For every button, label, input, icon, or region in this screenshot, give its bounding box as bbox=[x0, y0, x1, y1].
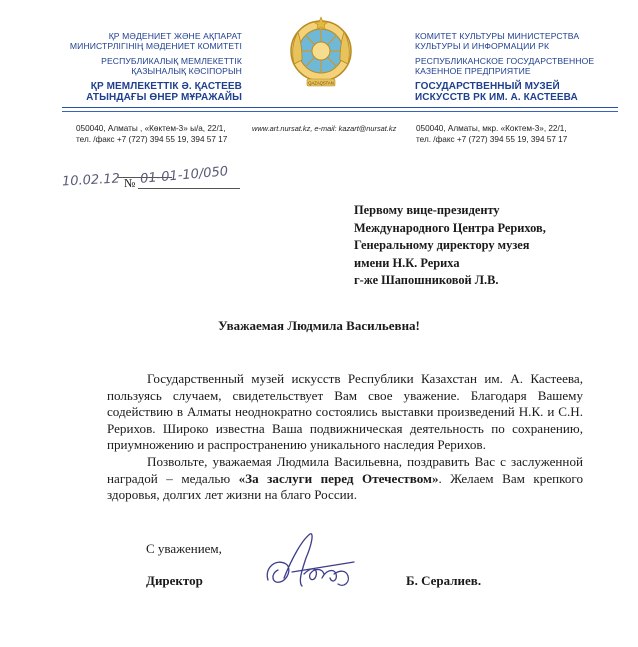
contact-center: www.art.nursat.kz, e-mail: kazart@nursat.kz bbox=[252, 124, 397, 133]
address-right-line-1: 050040, Алматы, мкр. «Коктем-3», 22/1, bbox=[416, 124, 567, 133]
letterhead-right-museum-2: ИСКУССТВ РК ИМ. А. КАСТЕЕВА bbox=[415, 92, 578, 103]
addressee-line-1: Первому вице-президенту bbox=[354, 203, 500, 217]
outgoing-date: 10.02.12 bbox=[61, 171, 121, 190]
letterhead-right bbox=[415, 31, 615, 103]
addressee-block bbox=[354, 202, 624, 290]
outgoing-number: 01-01-10/050 bbox=[139, 164, 229, 187]
letterhead-left-enterprise-2: ҚАЗЫНАЛЫҚ КӘСІПОРЫН bbox=[131, 66, 242, 76]
body-paragraph-1: Государственный музей искусств Республики Казахстан им. А. Кастеева, пользуясь случаем, свидетельствует Вам свое уважение. Благодаря Вашему содействию в Алматы неоднократно состоялись выставки произведений Н.К. и С.Н. Рерихов. Широко известна Ваша подвижническая деятельность по сохранению, приумножению и распространению уникального наследия Рерихов. bbox=[107, 371, 583, 453]
letter-body bbox=[107, 371, 583, 504]
kazakhstan-emblem bbox=[288, 16, 354, 96]
addressee-line-2: Международного Центра Рерихов, bbox=[354, 220, 546, 235]
award-name: «За заслуги перед Отечеством» bbox=[238, 470, 439, 486]
number-sign: № bbox=[124, 176, 136, 190]
header-divider bbox=[62, 107, 618, 108]
letterhead-left-ministry-1: ҚР МӘДЕНИЕТ ЖӘНЕ АҚПАРАТ bbox=[108, 31, 242, 41]
address-right bbox=[416, 123, 567, 145]
letterhead-left bbox=[62, 31, 242, 103]
letterhead-right-enterprise-2: КАЗЕННОЕ ПРЕДПРИЯТИЕ bbox=[415, 66, 531, 76]
letterhead-right-museum-1: ГОСУДАРСТВЕННЫЙ МУЗЕЙ bbox=[415, 81, 560, 92]
letterhead-right-enterprise-1: РЕСПУБЛИКАНСКОЕ ГОСУДАРСТВЕННОЕ bbox=[415, 56, 595, 66]
letterhead-right-ministry-1: КОМИТЕТ КУЛЬТУРЫ МИНИСТЕРСТВА bbox=[415, 31, 580, 41]
address-left bbox=[76, 123, 227, 145]
salutation: Уважаемая Людмила Васильевна! bbox=[218, 318, 420, 333]
emblem-icon bbox=[288, 16, 354, 96]
emblem-text: QAZAQSTAN bbox=[308, 80, 334, 86]
letterhead-right-ministry-2: КУЛЬТУРЫ И ИНФОРМАЦИИ РК bbox=[415, 41, 550, 51]
address-left-line-2: тел. /факс +7 (727) 394 55 19, 394 57 17 bbox=[76, 135, 228, 144]
addressee-line-4: имени Н.К. Рериха bbox=[354, 255, 460, 270]
letterhead-left-ministry-2: МИНИСТРЛІГІНІҢ МӘДЕНИЕТ КОМИТЕТІ bbox=[69, 41, 242, 51]
signer-position: Директор bbox=[146, 573, 203, 588]
body-paragraph-2 bbox=[107, 454, 583, 504]
closing-regards: С уважением, bbox=[146, 541, 222, 556]
signature-scribble bbox=[262, 528, 366, 594]
addressee-line-3: Генеральному директору музея bbox=[354, 238, 530, 253]
paragraph-2-lead: Позвольте, уважаемая Людмила Васильевна, поздравить Вас с заслуженной наградой – медалью bbox=[107, 453, 583, 486]
addressee-line-5: г-же Шапошниковой Л.В. bbox=[354, 273, 499, 288]
address-right-line-2: тел. /факс +7 (727) 394 55 19, 394 57 17 bbox=[416, 135, 568, 144]
letterhead-left-museum-2: АТЫНДАҒЫ ӨНЕР МҰРАЖАЙЫ bbox=[86, 92, 242, 103]
letterhead-left-museum-1: ҚР МЕМЛЕКЕТТІК Ә. ҚАСТЕЕВ bbox=[90, 81, 242, 92]
number-underline bbox=[138, 188, 240, 189]
signer-name: Б. Сералиев. bbox=[406, 573, 482, 588]
letterhead-left-enterprise-1: РЕСПУБЛИКАЛЫҚ МЕМЛЕКЕТТІК bbox=[101, 56, 242, 66]
address-left-line-1: 050040, Алматы , «Көктем-3» ы/а, 22/1, bbox=[76, 124, 226, 133]
header-divider-thin bbox=[62, 111, 618, 112]
paragraph-2-tail: . Желаем Вам крепкого здоровья, долгих лет жизни на благо России. bbox=[107, 470, 583, 503]
